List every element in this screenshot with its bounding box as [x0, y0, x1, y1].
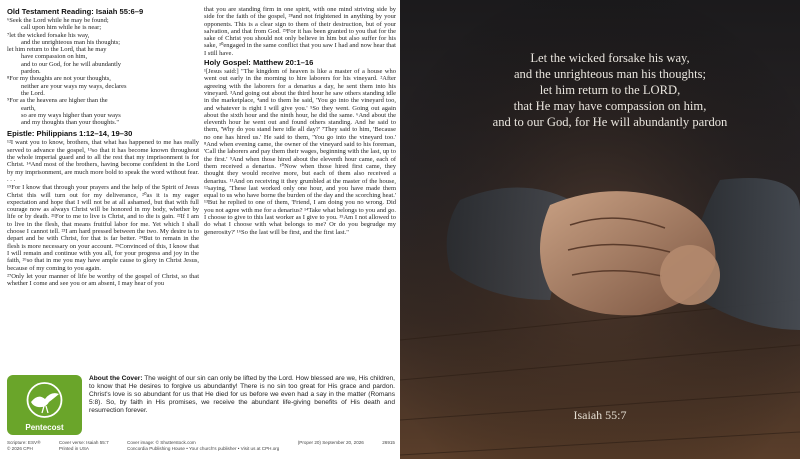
- ot-verse-line: ⁸For my thoughts are not your thoughts,: [7, 75, 111, 83]
- epistle-paragraph: ¹²I want you to know, brothers, that what has happened to me has really served to advance the gospel, ¹³so that it has become known throughout the whole imperial guard and to all the rest that my imprisonment is for Christ. ¹⁴And most of the brothers, having become confident in the Lord by my imprisonment, are much more bold to speak the word without fear. . . .: [7, 139, 199, 183]
- ot-verse-line: call upon him while he is near;: [21, 24, 102, 32]
- logo-label: Pentecost: [25, 423, 64, 432]
- about-the-cover: [7, 375, 395, 435]
- epistle-heading: Epistle: Philippians 1:12–14, 19–30: [7, 129, 133, 139]
- verse-line: and the unrighteous man his thoughts;: [513, 67, 707, 81]
- ot-verse-line: the Lord.: [21, 89, 45, 97]
- ot-verse-line: earth,: [21, 104, 36, 112]
- about-body: The weight of our sin can only be lifted by the Lord. How blessed are we, His children, to know that He desires to forgive us abundantly! There is no sin too great for His grace and pardon. Christ's love is so abundant for us that He died for us before we even had a say in the matter (Romans 5:8). So, by faith in His promises, we receive the abundant life-giving benefits of His death and resurrection forever.: [89, 375, 396, 414]
- footer-cell: Cover image: © Shutterstock.com Concordia Publishing House • Your church's publisher • Visit us at CPH.org: [127, 440, 280, 451]
- verse-line: that He may have compassion on him,: [513, 99, 707, 113]
- pentecost-dove-logo: [7, 375, 82, 435]
- ot-verse-line: let him return to the Lord, that he may: [7, 46, 107, 54]
- cover-photo-panel: [400, 0, 800, 459]
- ot-verse-line: neither are your ways my ways, declares: [21, 82, 127, 90]
- epistle-paragraph: ²⁷Only let your manner of life be worthy of the gospel of Christ, so that whether I come and see you or am absent, I may hear of you: [7, 272, 199, 288]
- footer-cell: 26915: [382, 440, 395, 445]
- gospel-text: ¹[Jesus said:] "The kingdom of heaven is like a master of a house who went out early in the morning to hire laborers for his vineyard. ²After agreeing with the laborers for a denarius a day, he sent them into his vineyard. ³And going out about the third hour he saw others standing idle in the marketplace, ⁴and to them he said, 'You go into the vineyard too, and whatever is right I will give you.' ⁵So they went. Going out again about the sixth hour and the ninth hour, he did the same. ⁶And about the eleventh hour he went out and found others standing. And he said to them, 'Why do you stand here idle all day?' ⁷They said to him, 'Because no one has hired us.' He said to them, 'You go into the vineyard too.' ⁸And when evening came, the owner of the vineyard said to his foreman, 'Call the laborers and pay them their wages, beginning with the last, up to the first.' ⁹And when those hired about the eleventh hour came, each of them received a denarius. ¹⁰Now when those hired first came, they thought they would receive more, but each of them also received a denarius. ¹¹And on receiving it they grumbled at the master of the house, ¹²saying, 'These last worked only one hour, and you have made them equal to us who have borne the burden of the day and the scorching heat.' ¹³But he replied to one of them, 'Friend, I am doing you no wrong. Did you not agree with me for a denarius? ¹⁴Take what belongs to you and go. I choose to give to this last worker as I give to you. ¹⁵Am I not allowed to do what I choose with what belongs to me? Or do you begrudge my generosity?' ¹⁶So the last will be first, and the first last.": [204, 68, 396, 236]
- epistle-continuation: that you are standing firm in one spirit, with one mind striving side by side for the faith of the gospel, ²⁸and not frightened in anything by your opponents. This is a clear sign to them of their destruction, but of your salvation, and that from God. ²⁹For it has been granted to you that for the sake of Christ you should not only believe in him but also suffer for his sake, ³⁰engaged in the same conflict that you saw I had and now hear that I still have.: [204, 6, 396, 57]
- readings-column-left: [7, 6, 199, 288]
- gospel-heading: Holy Gospel: Matthew 20:1–16: [204, 58, 314, 68]
- ot-verse-line: and the unrighteous man his thoughts;: [21, 38, 121, 46]
- old-testament-text: [7, 17, 199, 126]
- verse-line: and to our God, for He will abundantly pardon: [492, 115, 728, 129]
- ot-verse-line: so are my ways higher than your ways: [21, 111, 121, 119]
- verse-line: Let the wicked forsake his way,: [530, 51, 690, 65]
- footer-cell: (Proper 20) September 20, 2026: [297, 440, 364, 445]
- ot-verse-line: and my thoughts than your thoughts.": [21, 119, 119, 127]
- about-cover-text: [89, 375, 395, 415]
- ot-verse-line: pardon.: [21, 68, 41, 76]
- publisher-footer: [7, 440, 395, 451]
- cover-verse: [440, 50, 780, 130]
- epistle-paragraph: ¹⁹For I know that through your prayers and the help of the Spirit of Jesus Christ this will turn out for my deliverance, ²⁰as it is my eager expectation and hope that I will not be at all ashamed, but that with full courage now as always Christ will be honored in my body, whether by life or by death. ²¹For to me to live is Christ, and to die is gain. ²²If I am to live in the flesh, that means fruitful labor for me. Yet which I shall choose I cannot tell. ²³I am hard pressed between the two. My desire is to depart and be with Christ, for that is far better. ²⁴But to remain in the flesh is more necessary on your account. ²⁵Convinced of this, I know that I will remain and continue with you all, for your progress and joy in the faith, ²⁶so that in me you may have ample cause to glory in Christ Jesus, because of my coming to you again.: [7, 184, 199, 272]
- verse-line: let him return to the LORD,: [539, 83, 681, 97]
- ot-verse-line: ⁷let the wicked forsake his way,: [7, 31, 90, 39]
- ot-verse-line: and to our God, for he will abundantly: [21, 60, 122, 68]
- readings-column-right: [204, 6, 396, 237]
- ot-verse-line: have compassion on him,: [21, 53, 88, 61]
- verse-reference: Isaiah 55:7: [573, 408, 627, 422]
- old-testament-heading: Old Testament Reading: Isaiah 55:6–9: [7, 7, 144, 16]
- ot-verse-line: ⁹For as the heavens are higher than the: [7, 97, 108, 105]
- footer-cell: Cover verse: Isaiah 55:7 Printed in USA: [58, 440, 109, 451]
- about-label: About the Cover:: [89, 375, 143, 382]
- ot-verse-line: ⁶Seek the Lord while he may be found;: [7, 17, 109, 24]
- footer-cell: Scripture: ESV® © 2026 CPH: [7, 440, 41, 451]
